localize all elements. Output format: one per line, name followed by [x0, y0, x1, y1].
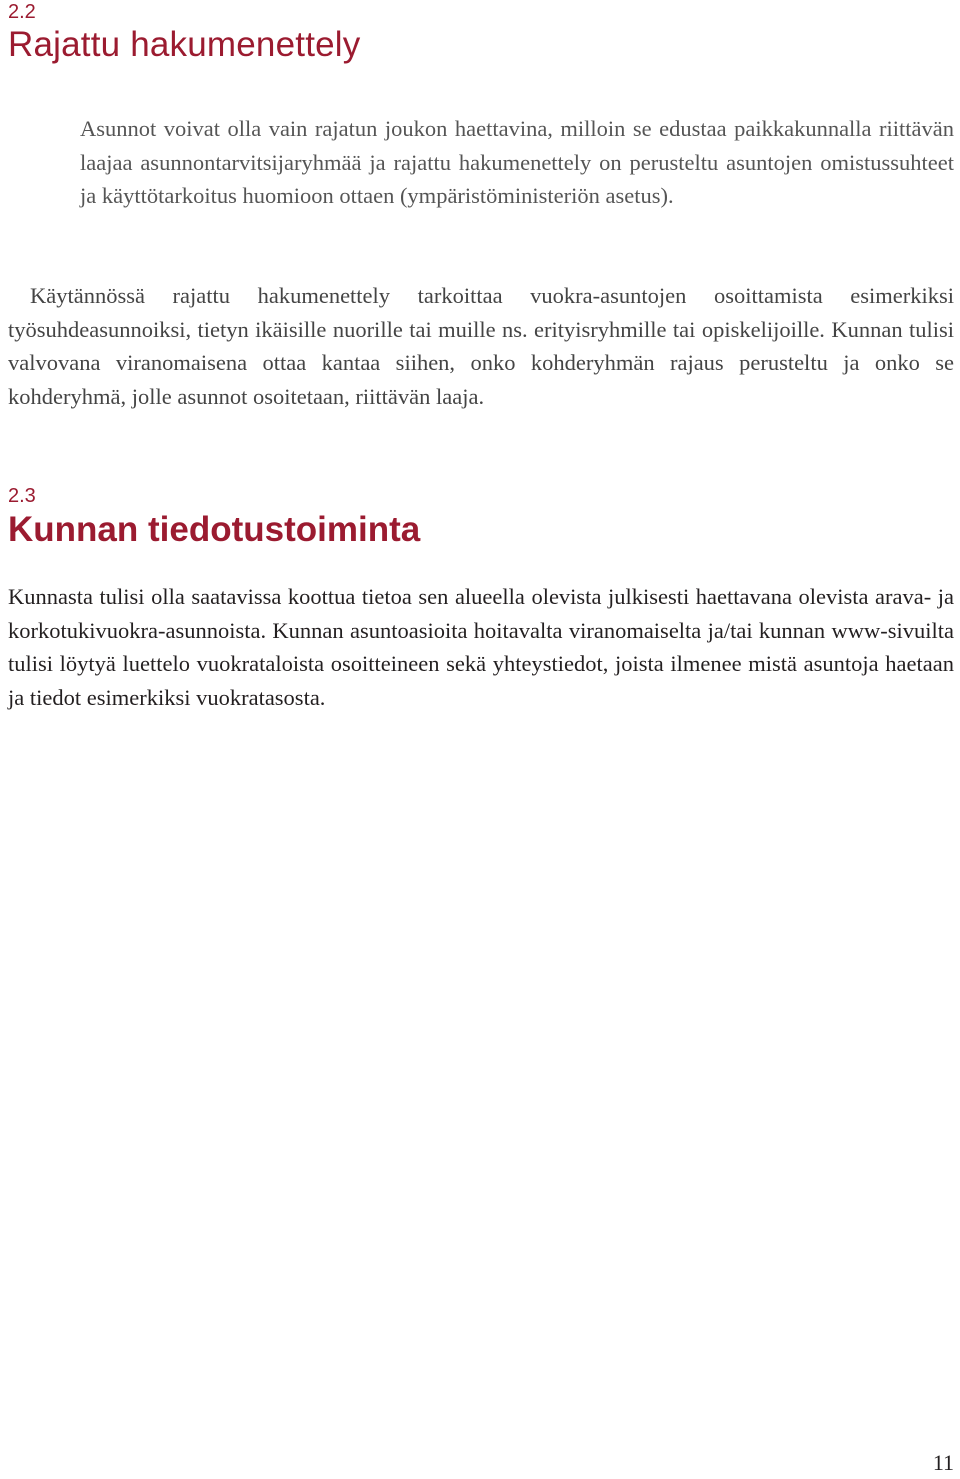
- page-number: 11: [932, 1450, 954, 1475]
- body-paragraph: Käytännössä rajattu hakumenettely tarkoittaa vuokra-asuntojen osoittamista esimerkiksi työsuhdeasunnoiksi, tietyn ikäisille nuorille tai muille ns. erityisryhmille tai opiskelijoille. Kunnan tulisi valvovana viranomaisena ottaa kantaa siihen, onko kohderyhmän rajaus perusteltu ja onko se kohderyhmä, jolle asunnot osoitetaan, riittävän laaja.: [8, 283, 954, 409]
- body-paragraph: Asunnot voivat olla vain rajatun joukon haettavina, milloin se edustaa paikkakunnalla riittävän laajaa asunnontarvitsijaryhmää ja rajattu hakumenettely on perusteltu asuntojen omistussuhteet ja käyttötarkoitus huomioon ottaen (ympäristöministeriön asetus).: [80, 116, 954, 209]
- section-title: Kunnan tiedotustoiminta: [8, 510, 421, 549]
- section-number: 2.2: [8, 1, 36, 23]
- section-number: 2.3: [8, 485, 36, 507]
- body-paragraph: Kunnasta tulisi olla saatavissa koottua tietoa sen alueella olevista julkisesti haettavana olevista arava- ja korkotukivuokra-asunnoista. Kunnan asuntoasioita hoitavalta viranomaiselta ja/tai kunnan www-sivuilta tulisi löytyä luettelo vuokrataloista osoitteineen sekä yhteystiedot, joista ilmenee mistä asuntoja haetaan ja tiedot esimerkiksi vuokratasosta.: [8, 584, 954, 710]
- section-title: Rajattu hakumenettely: [8, 25, 361, 64]
